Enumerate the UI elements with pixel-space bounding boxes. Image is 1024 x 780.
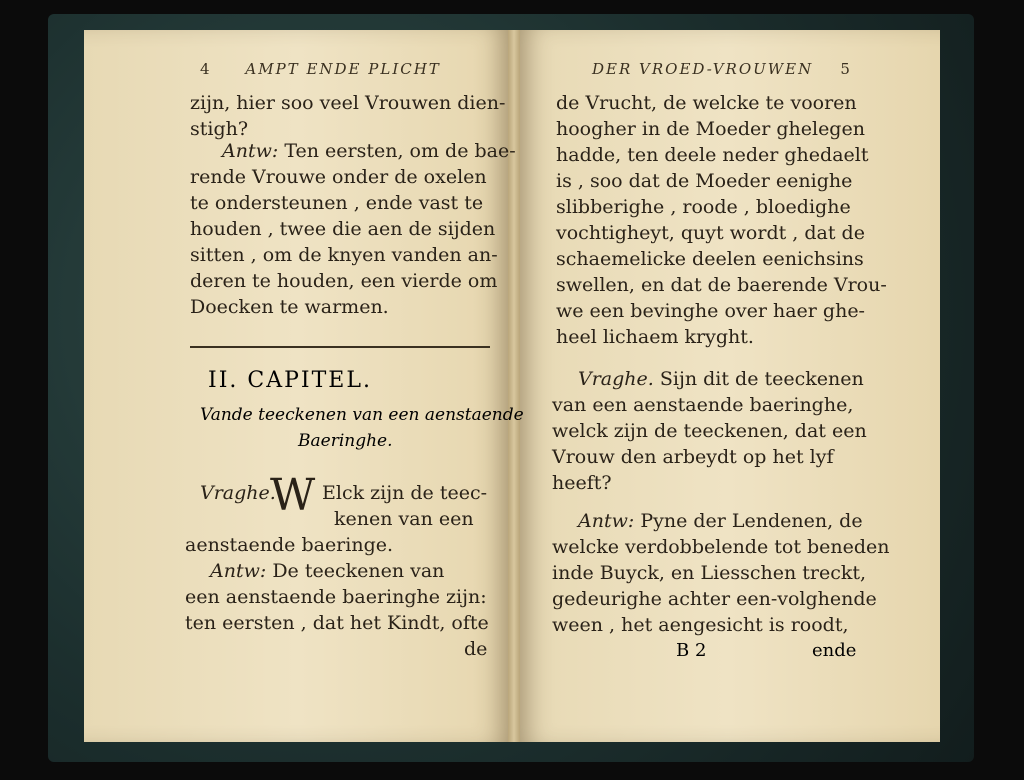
left-answer-line: Antw: Ten eersten, om de bae- [222,140,516,162]
right-text-line: is , soo dat de Moeder eenighe [556,170,853,192]
right-question-label: Vraghe. [578,368,654,390]
left-page-number: 4 [200,60,212,78]
drop-cap: W [270,470,316,521]
right-running-head [592,60,852,78]
chapter-subtitle-line: Baeringhe. [298,431,393,451]
left-answer-line: Doecken te warmen. [190,296,389,318]
left-text-line: stigh? [190,118,249,140]
right-text-line: heel lichaem kryght. [556,326,754,348]
left-running-head [200,60,441,78]
answer-label: Antw: [222,140,279,162]
chapter-title: II. CAPITEL. [208,368,372,393]
right-text-line: vochtigheyt, quyt wordt , dat de [556,222,865,244]
right-page-number: 5 [840,60,852,78]
right-question-line: van een aenstaende baeringhe, [552,394,854,416]
right-text-line: de Vrucht, de welcke te vooren [556,92,857,114]
question-line: Elck zijn de teec- [322,482,488,504]
left-text-line: zijn, hier soo veel Vrouwen dien- [190,92,506,114]
right-text-line: schaemelicke deelen eenichsins [556,248,864,270]
right-question-line: welck zijn de teeckenen, dat een [552,420,867,442]
right-question-line: Vraghe. Sijn dit de teeckenen [578,368,864,390]
left-answer-line: houden , twee die aen de sijden [190,218,496,240]
question-line: aenstaende baeringe. [185,534,394,556]
right-catchword: ende [812,640,857,661]
left-catchword: de [464,638,488,660]
left-answer-line: rende Vrouwe onder de oxelen [190,166,487,188]
left-answer-line: sitten , om de knyen vanden an- [190,244,498,266]
answer2-line: een aenstaende baeringhe zijn: [185,586,487,608]
right-text-line: slibberighe , roode , bloedighe [556,196,851,218]
question-label: Vraghe. [200,482,276,504]
right-text-line: swellen, en dat de baerende Vrou- [556,274,887,296]
left-running-head-text: AMPT ENDE PLICHT [245,60,441,78]
answer2-line: Antw: De teeckenen van [210,560,445,582]
right-answer-line: ween , het aengesicht is roodt, [552,614,849,636]
left-answer-line: deren te houden, een vierde om [190,270,498,292]
page-signature: B 2 [676,640,707,661]
answer2-line: ten eersten , dat het Kindt, ofte [185,612,489,634]
right-answer-line: Antw: Pyne der Lendenen, de [578,510,863,532]
right-answer-line: gedeurighe achter een-volghende [552,588,877,610]
right-answer-label: Antw: [578,510,635,532]
answer2-label: Antw: [210,560,267,582]
chapter-subtitle-line: Vande teeckenen van een aenstaende [200,405,524,425]
right-answer-line: inde Buyck, en Liesschen treckt, [552,562,867,584]
right-answer-line: welcke verdobbelende tot beneden [552,536,890,558]
right-question-line: Vrouw den arbeydt op het lyf [552,446,834,468]
right-text-line: hoogher in de Moeder ghelegen [556,118,865,140]
question-line: kenen van een [334,508,474,530]
right-question-line: heeft? [552,472,612,494]
chapter-rule [190,346,490,348]
right-text-line: we een bevinghe over haer ghe- [556,300,865,322]
left-answer-line: te ondersteunen , ende vast te [190,192,484,214]
right-text-line: hadde, ten deele neder ghedaelt [556,144,869,166]
right-running-head-text: DER VROED-VROUWEN [592,60,814,78]
